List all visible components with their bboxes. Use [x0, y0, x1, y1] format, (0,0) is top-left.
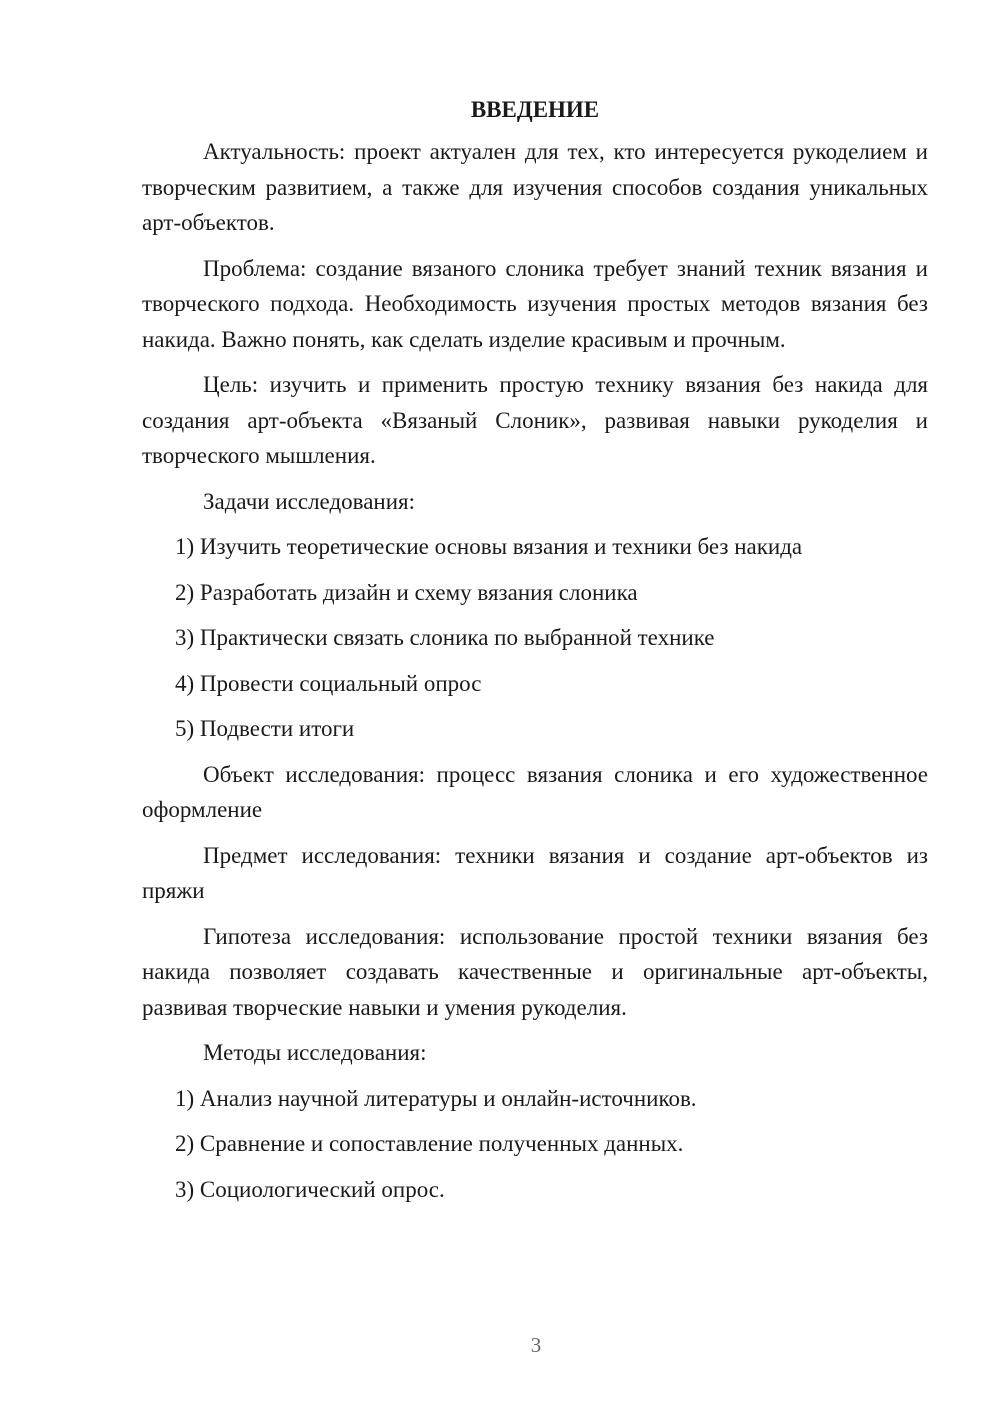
methods-list — [142, 1081, 928, 1208]
goal-paragraph: Цель: изучить и применить простую технику вязания без накида для создания арт-объекта «Вязаный Слоник», развивая навыки рукоделия и творческого мышления. — [142, 372, 928, 468]
subject-paragraph: Предмет исследования: техники вязания и создание арт-объектов из пряжи — [142, 842, 928, 903]
methods-heading: Методы исследования: — [203, 1040, 427, 1065]
tasks-heading: Задачи исследования: — [203, 488, 416, 514]
hypothesis-paragraph: Гипотеза исследования: использование простой техники вязания без накида позволяет создавать качественные и оригинальные арт-объекты, развивая творческие навыки и умения рукоделия. — [142, 923, 928, 1020]
document-page — [142, 92, 928, 1217]
list-item: 2) Сравнение и сопоставление полученных данных. — [175, 1131, 684, 1156]
list-item: 2) Разработать дизайн и схему вязания слоника — [175, 579, 638, 605]
tasks-list — [142, 529, 928, 747]
list-item: 5) Подвести итоги — [175, 716, 355, 741]
list-item: 3) Практически связать слоника по выбранной технике — [175, 625, 715, 650]
section-heading: ВВЕДЕНИЕ — [470, 97, 600, 122]
list-item: 4) Провести социальный опрос — [175, 670, 482, 696]
list-item: 3) Социологический опрос. — [175, 1176, 445, 1202]
list-item: 1) Изучить теоретические основы вязания и техники без накида — [175, 534, 803, 559]
list-item: 1) Анализ научной литературы и онлайн-источников. — [175, 1085, 697, 1111]
relevance-paragraph: Актуальность: проект актуален для тех, кто интересуется рукоделием и творческим развитием, а также для изучения способов создания уникальных арт-объектов. — [142, 139, 928, 235]
problem-paragraph: Проблема: создание вязаного слоника требует знаний техник вязания и творческого подхода. Необходимость изучения простых методов вязания без накида. Важно понять, как сделать изделие красивым и прочным. — [142, 255, 928, 352]
page-number: 3 — [530, 1333, 542, 1357]
object-paragraph: Объект исследования: процесс вязания слоника и его художественное оформление — [142, 761, 928, 822]
